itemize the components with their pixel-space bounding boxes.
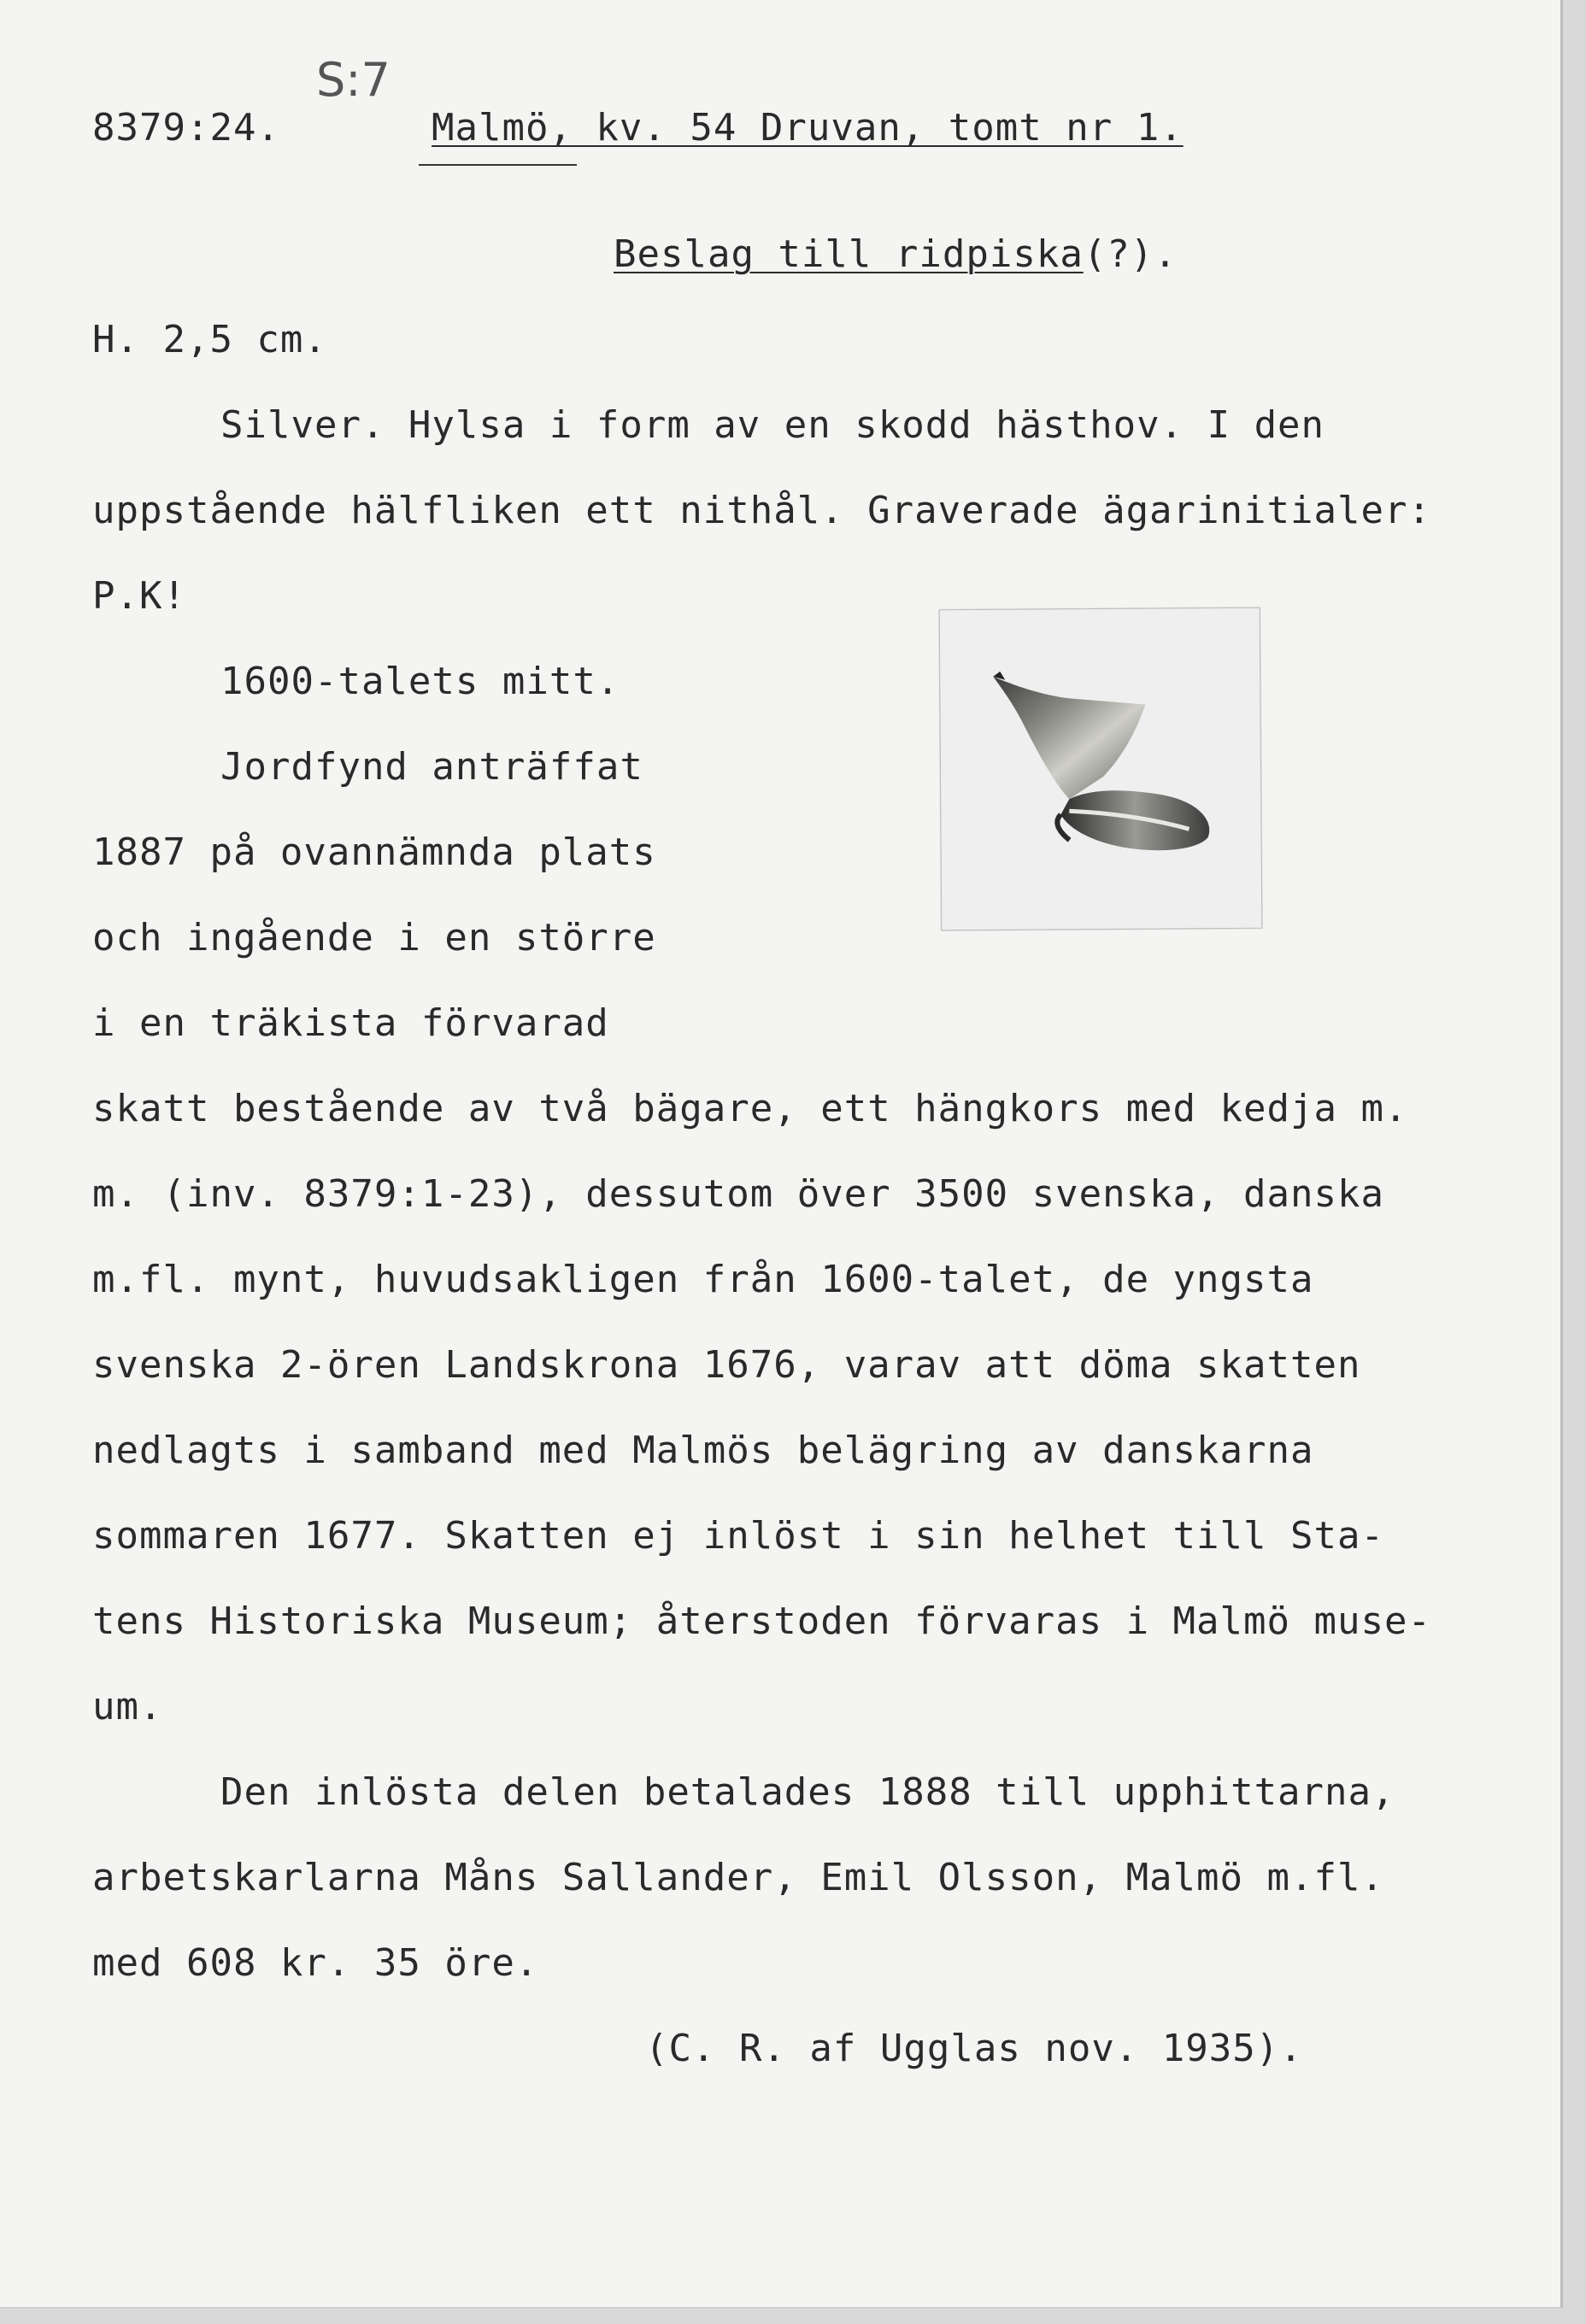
payment-line: med 608 kr. 35 öre. <box>92 1941 539 1985</box>
hoof-fitting-image <box>940 608 1262 930</box>
payment-line: Den inlösta delen betalades 1888 till upphittarna, <box>220 1770 1395 1814</box>
dating: 1600-talets mitt. <box>220 660 620 703</box>
find-context-line: um. <box>92 1685 163 1728</box>
description-line: uppstående hälfliken ett nithål. Graverade ägarinitialer: <box>92 489 1431 532</box>
description-line: Silver. Hylsa i form av en skodd hästhov. I den <box>220 403 1325 447</box>
object-title: Beslag till ridpiska(?). <box>614 232 1178 276</box>
find-context-line: skatt bestående av två bägare, ett hängkors med kedja m. <box>92 1087 1408 1130</box>
find-context-line: och ingående i en större <box>92 916 656 960</box>
handwritten-note: S:7 <box>316 53 391 107</box>
owner-initials: P.K! <box>92 574 186 618</box>
find-context-line: m. (inv. 8379:1-23), dessutom över 3500 svenska, danska <box>92 1172 1384 1216</box>
find-context-line: 1887 på ovannämnda plats <box>92 830 656 874</box>
object-photo <box>939 607 1263 931</box>
find-context-line: sommaren 1677. Skatten ej inlöst i sin helhet till Sta- <box>92 1514 1384 1558</box>
find-context-line: tens Historiska Museum; återstoden förvaras i Malmö muse- <box>92 1599 1431 1643</box>
handwritten-underline <box>419 164 577 166</box>
find-context-line: Jordfynd anträffat <box>220 745 643 789</box>
find-context-line: nedlagts i samband med Malmös belägring av danskarna <box>92 1429 1314 1472</box>
inventory-number: 8379:24. <box>92 106 280 150</box>
find-context-line: svenska 2-ören Landskrona 1676, varav att döma skatten <box>92 1343 1361 1387</box>
signature: (C. R. af Ugglas nov. 1935). <box>645 2027 1303 2070</box>
payment-line: arbetskarlarna Måns Sallander, Emil Olsson, Malmö m.fl. <box>92 1856 1384 1899</box>
location-heading: Malmö, kv. 54 Druvan, tomt nr 1. <box>432 106 1184 150</box>
measurement: H. 2,5 cm. <box>92 318 327 361</box>
find-context-line: m.fl. mynt, huvudsakligen från 1600-talet, de yngsta <box>92 1258 1314 1301</box>
find-context-line: i en träkista förvarad <box>92 1001 609 1045</box>
